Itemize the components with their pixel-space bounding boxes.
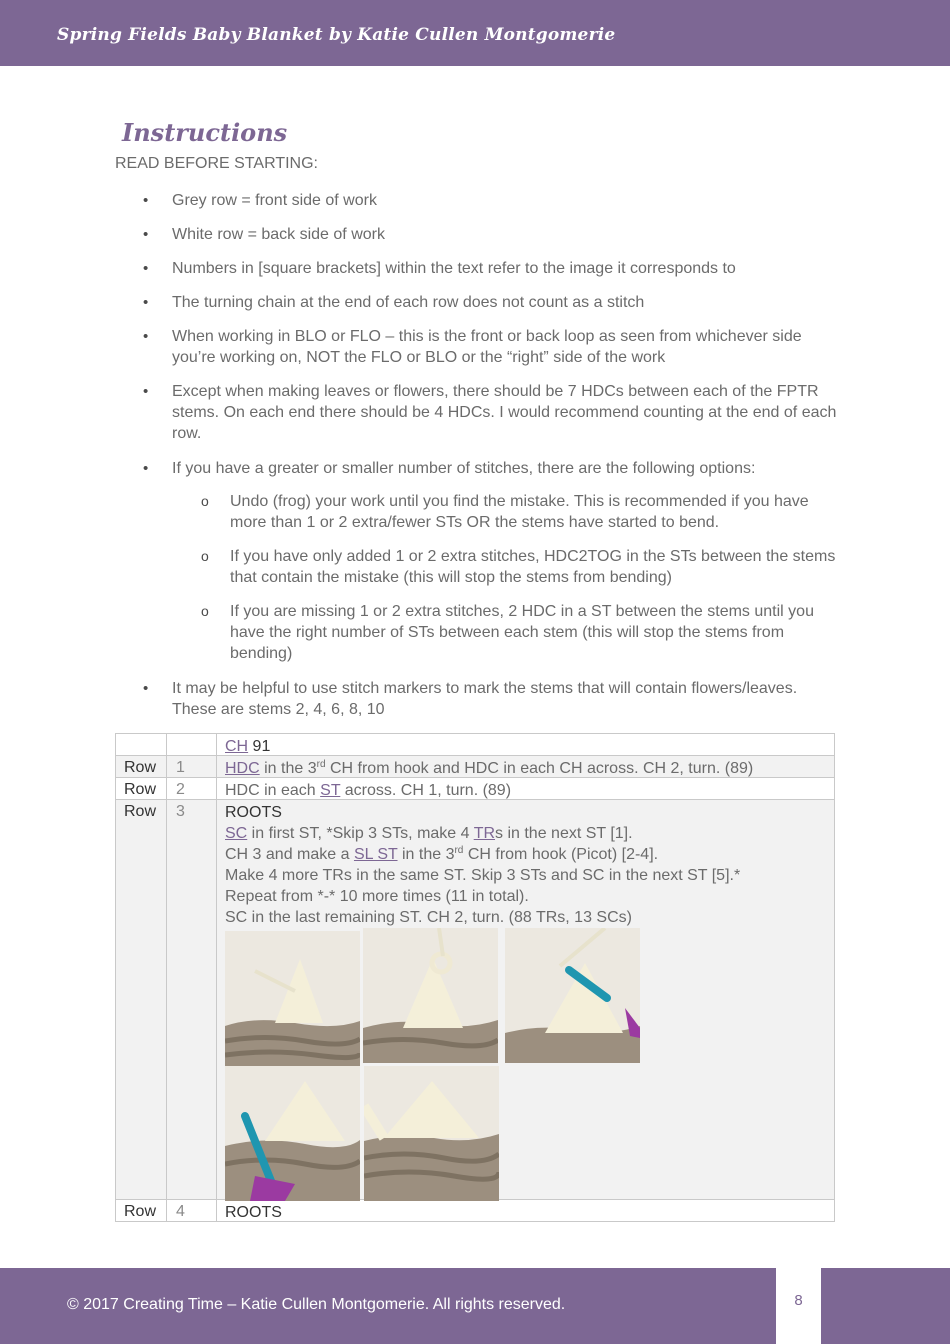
tr-link[interactable]: TR: [473, 825, 496, 842]
row-label-cell: Row: [116, 800, 167, 1199]
bullet-item: • The turning chain at the end of each row does not count as a stitch: [172, 292, 837, 313]
intro-text: READ BEFORE STARTING:: [115, 155, 318, 172]
bullet-item: • Grey row = front side of work: [172, 190, 837, 211]
sl-st-link[interactable]: SL ST: [353, 846, 398, 863]
row-label-cell: Row: [116, 1200, 167, 1221]
row-label-cell: Row: [116, 756, 167, 777]
table-row: [116, 1200, 834, 1221]
table-row: [116, 756, 834, 778]
instruction-line: SC in first ST, *Skip 3 STs, make 4 TRs in the next ST [1].: [225, 825, 633, 842]
instruction-cell: CH 91: [225, 738, 271, 755]
row-number-cell: 3: [167, 800, 217, 1199]
table-row: [116, 778, 834, 800]
bullet-item: • If you have a greater or smaller number of stitches, there are the following options:: [172, 458, 837, 479]
row-title: ROOTS: [225, 804, 282, 821]
instruction-line: Repeat from *-* 10 more times (11 in total).: [225, 888, 529, 905]
sub-bullet-item: o If you are missing 1 or 2 extra stitches, 2 HDC in a ST between the stems until you have the right number of STs between each stem (this will stop the stems from bending): [230, 601, 840, 664]
instruction-cell: [217, 800, 834, 1199]
step-photo-5: [364, 1066, 499, 1201]
step-photo-2: [363, 928, 498, 1063]
sc-link[interactable]: SC: [225, 825, 248, 842]
step-photo-3: [505, 928, 640, 1063]
instruction-line: CH 3 and make a SL ST in the 3rd CH from hook (Picot) [2-4].: [225, 845, 659, 863]
st-link[interactable]: ST: [320, 782, 341, 799]
step-photo-1: [225, 931, 360, 1066]
instruction-cell: HDC in the 3rd CH from hook and HDC in each CH across. CH 2, turn. (89): [225, 759, 754, 777]
sub-bullet-item: o Undo (frog) your work until you find the mistake. This is recommended if you have more than 1 or 2 extra/fewer STs OR the stems have started to bend.: [230, 491, 840, 533]
row-number-cell: 1: [167, 756, 217, 777]
row-number-cell: 4: [167, 1200, 217, 1221]
table-row: [116, 734, 834, 756]
bullet-item: • When working in BLO or FLO – this is the front or back loop as seen from whichever side you’re working on, NOT the FLO or BLO or the “right” side of the work: [172, 326, 837, 368]
instruction-cell: ROOTS: [225, 1204, 282, 1221]
table-row: [116, 800, 834, 1200]
copyright-text: © 2017 Creating Time – Katie Cullen Montgomerie. All rights reserved.: [67, 1296, 566, 1313]
page-number: 8: [794, 1292, 803, 1309]
bullet-item: • Numbers in [square brackets] within the text refer to the image it corresponds to: [172, 258, 837, 279]
hdc-link[interactable]: HDC: [225, 760, 260, 777]
bullet-item: • White row = back side of work: [172, 224, 837, 245]
section-heading: Instructions: [122, 118, 288, 147]
instruction-line: Make 4 more TRs in the same ST. Skip 3 STs and SC in the next ST [5].*: [225, 867, 741, 884]
pattern-table: [115, 733, 835, 1222]
step-photo-4: [225, 1066, 360, 1201]
sub-bullet-item: o If you have only added 1 or 2 extra stitches, HDC2TOG in the STs between the stems that contain the mistake (this will stop the stems from bending): [230, 546, 840, 588]
photo-grid: [225, 928, 834, 1203]
bullet-item: • It may be helpful to use stitch markers to mark the stems that will contain flowers/leaves. These are stems 2, 4, 6, 8, 10: [172, 678, 837, 720]
row-label-cell: Row: [116, 778, 167, 799]
bullet-item: • Except when making leaves or flowers, there should be 7 HDCs between each of the FPTR stems. On each end there should be 4 HDCs. I would recommend counting at the end of each row.: [172, 381, 837, 444]
ch-link[interactable]: CH: [225, 738, 249, 755]
row-label-cell: [116, 734, 167, 755]
document-title: Spring Fields Baby Blanket by Katie Cullen Montgomerie: [57, 25, 616, 45]
instruction-cell: HDC in each ST across. CH 1, turn. (89): [225, 782, 512, 799]
instruction-line: SC in the last remaining ST. CH 2, turn. (88 TRs, 13 SCs): [225, 909, 632, 926]
row-number-cell: [167, 734, 217, 755]
row-number-cell: 2: [167, 778, 217, 799]
